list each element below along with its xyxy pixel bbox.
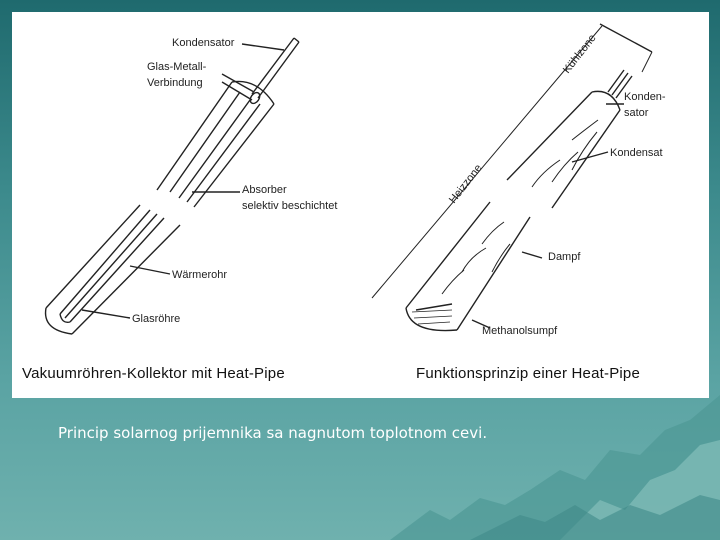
label-absorber-2: selektiv beschichtet xyxy=(242,200,338,212)
slide-caption: Princip solarnog prijemnika sa nagnutom toplotnom cevi. xyxy=(58,424,488,442)
label-kondensator-right-2: sator xyxy=(624,107,649,119)
label-kondensat: Kondensat xyxy=(610,147,663,159)
label-glas-metall-1: Glas-Metall- xyxy=(147,61,207,73)
label-glas-metall-2: Verbindung xyxy=(147,77,203,89)
caption-right: Funktionsprinzip einer Heat-Pipe xyxy=(416,365,641,382)
label-waermerohr: Wärmerohr xyxy=(172,269,228,281)
figure-panel xyxy=(12,12,709,398)
label-kondensator-right-1: Konden- xyxy=(624,91,666,103)
label-kuehlzone: Kühlzone xyxy=(560,32,599,76)
label-dampf: Dampf xyxy=(548,251,581,263)
methanol-sump xyxy=(412,310,452,324)
label-methanolsumpf: Methanolsumpf xyxy=(482,325,558,337)
heat-pipe-figure xyxy=(12,12,709,398)
label-absorber-1: Absorber xyxy=(242,184,287,196)
caption-left: Vakuumröhren-Kollektor mit Heat-Pipe xyxy=(22,365,285,382)
flow-arrows xyxy=(442,120,598,294)
label-kondensator: Kondensator xyxy=(172,37,235,49)
label-heizzone: Heizzone xyxy=(446,162,485,206)
label-glasroehre: Glasröhre xyxy=(132,313,181,325)
right-pipe-upper xyxy=(507,70,632,208)
